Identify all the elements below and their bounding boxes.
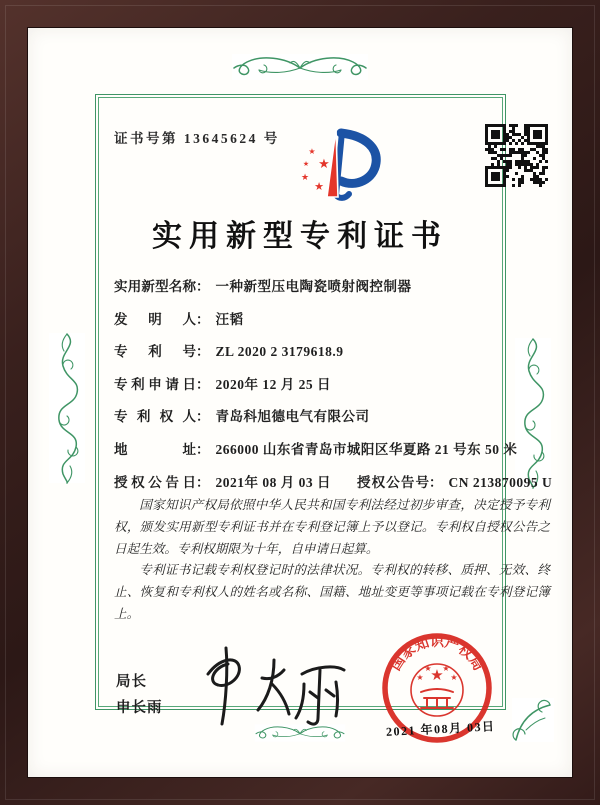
field-label: 实用新型名称	[114, 279, 196, 294]
svg-text:★: ★	[442, 664, 450, 673]
field-value: 266000 山东省青岛市城阳区华夏路 21 号东 50 米	[215, 441, 518, 457]
field-value: 2020年 12 月 25 日	[215, 376, 331, 392]
field-grant-number: 授权公告号 ： CN 213870095 U	[357, 473, 552, 493]
svg-text:★: ★	[308, 147, 316, 156]
field-value: 一种新型压电陶瓷喷射阀控制器	[215, 279, 412, 294]
field-value: ZL 2020 2 3179618.9	[215, 344, 344, 360]
svg-text:★: ★	[424, 664, 432, 673]
legal-paragraph-2: 专利证书记载专利权登记时的法律状况。专利权的转移、质押、无效、终止、恢复和专利权人的姓名或名称、国籍、地址变更等事项记载在专利登记簿上。	[114, 563, 550, 621]
svg-text:★: ★	[314, 180, 324, 193]
svg-text:★: ★	[318, 157, 330, 172]
field-label: 地址	[114, 441, 196, 457]
field-value: 汪韬	[215, 311, 244, 327]
field-label: 授权公告号	[357, 474, 429, 490]
flourish-top-ornament	[225, 54, 375, 80]
cnipa-logo-icon	[281, 123, 381, 211]
qr-code	[485, 124, 548, 192]
field-row-patent-no: 专利号 ： ZL 2020 2 3179618.9	[114, 342, 554, 362]
field-row-filing-date: 专利申请日 ： 2020年 12 月 25 日	[114, 375, 554, 395]
commissioner-block	[116, 669, 163, 721]
flourish-left-ornament	[49, 328, 85, 488]
commissioner-title: 局长	[116, 674, 147, 690]
commissioner-signature-icon	[190, 640, 350, 732]
field-label: 发明人	[114, 311, 196, 327]
field-row-patentee: 专利权人 ： 青岛科旭德电气有限公司	[114, 407, 554, 427]
svg-text:★: ★	[300, 173, 310, 183]
svg-text:★: ★	[416, 673, 424, 682]
commissioner-name: 申长雨	[116, 700, 163, 716]
flourish-corner-ornament	[510, 696, 556, 744]
field-value: 青岛科旭德电气有限公司	[215, 409, 370, 425]
legal-text	[114, 495, 550, 626]
field-list	[114, 277, 554, 493]
certificate-page	[28, 28, 572, 777]
svg-text:★: ★	[430, 666, 444, 684]
field-label: 专利号	[114, 344, 196, 360]
field-label: 授权公告日	[114, 474, 196, 490]
field-row-name: 实用新型名称 ： 一种新型压电陶瓷喷射阀控制器	[114, 277, 554, 297]
certificate-title: 实用新型专利证书	[152, 220, 448, 253]
seal-text: 国家知识产权局	[388, 635, 486, 674]
field-label: 专利申请日	[114, 376, 196, 392]
field-row-inventor: 发明人 ： 汪韬	[114, 310, 554, 330]
svg-text:★: ★	[450, 673, 458, 682]
field-row-address: 地址 ： 266000 山东省青岛市城阳区华夏路 21 号东 50 米	[114, 440, 554, 460]
legal-paragraph-1: 国家知识产权局依照中华人民共和国专利法经过初步审查，决定授予专利权，颁发实用新型专利证书并在专利登记簿上予以登记。专利权自授权公告之日起生效。专利权期限为十年，自申请日起算。	[114, 498, 550, 556]
field-label: 专利权人	[114, 409, 196, 425]
field-value: 2021年 08 月 03 日	[215, 474, 331, 490]
field-row-grant: 授权公告日 ： 2021年 08 月 03 日 授权公告号 ： CN 213870095 U	[114, 473, 554, 493]
seal-date: 2021 年08月 03日	[385, 719, 496, 739]
certificate-number: 证书号第 13645624 号	[114, 131, 280, 146]
svg-text:★: ★	[302, 160, 310, 168]
field-value: CN 213870095 U	[448, 474, 553, 490]
